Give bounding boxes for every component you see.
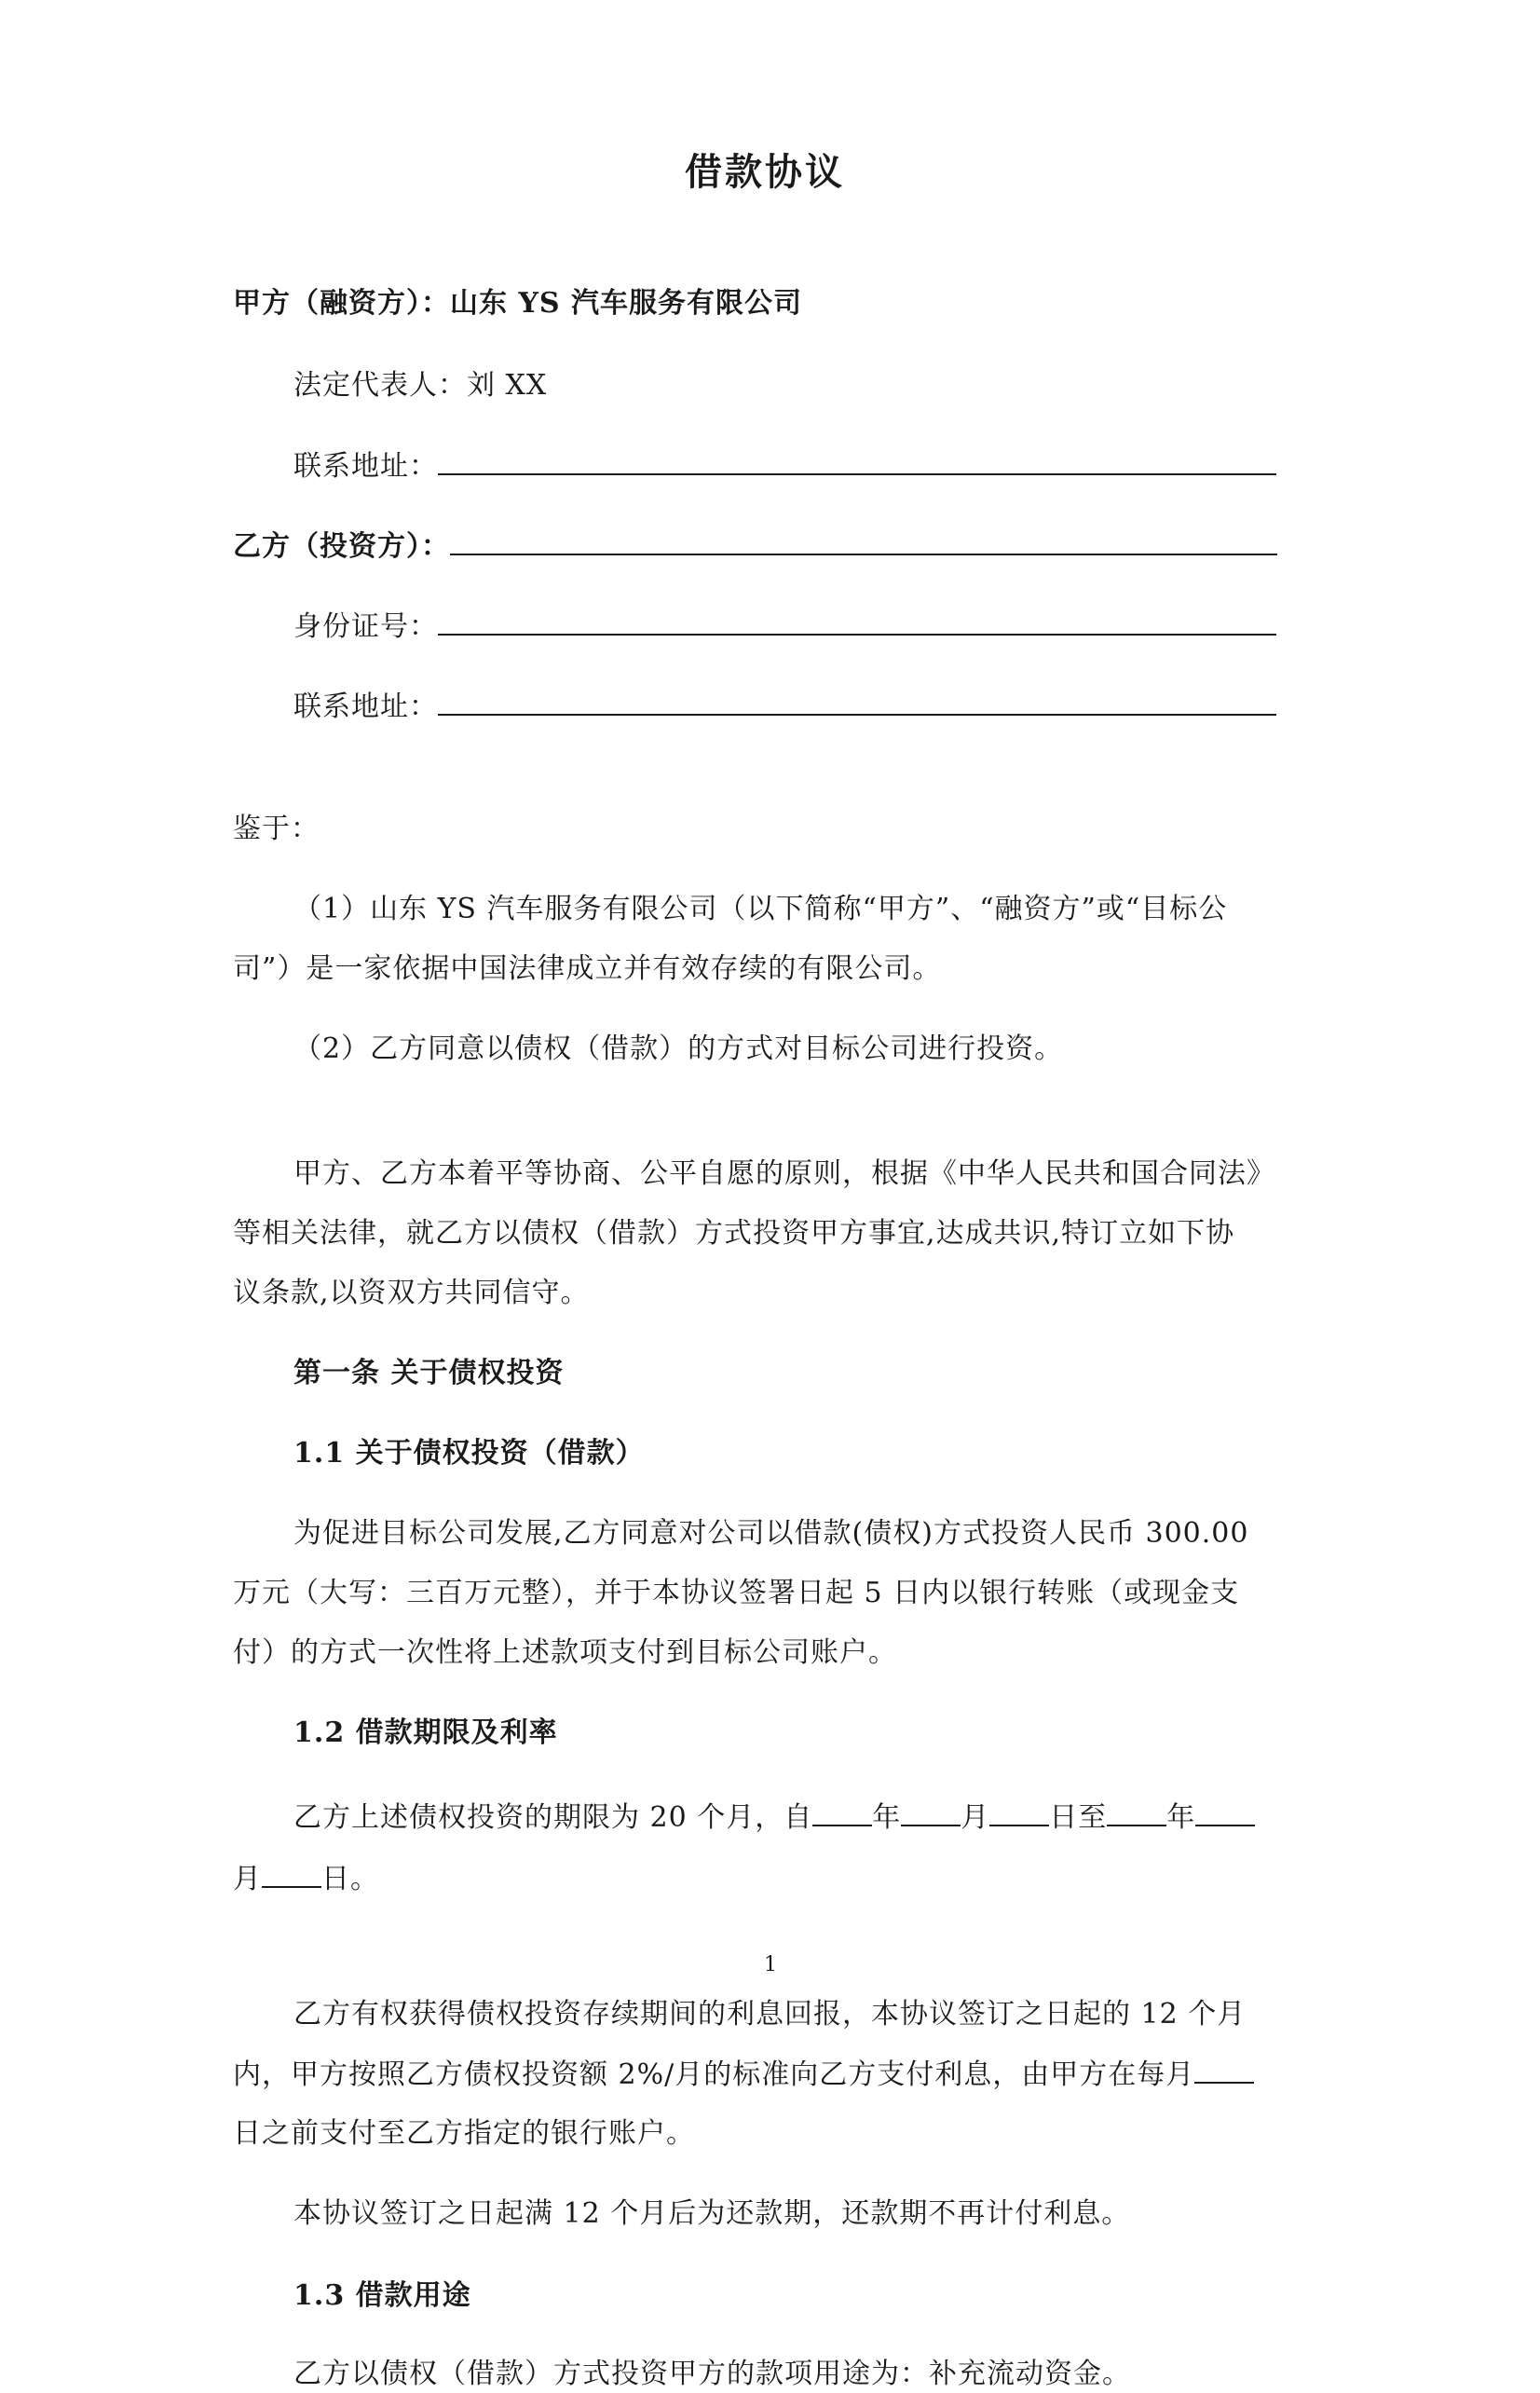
party-b-id-field[interactable] bbox=[438, 608, 1276, 636]
party-b-id-row bbox=[293, 608, 1276, 646]
section-1-3-heading: 1.3 借款用途 bbox=[293, 2279, 471, 2312]
whereas-heading: 鉴于： bbox=[233, 813, 320, 845]
end-year-label: 年 bbox=[1166, 1801, 1196, 1834]
page-number: 1 bbox=[764, 1953, 778, 1976]
whereas-item2: （2）乙方同意以债权（借款）的方式对目标公司进行投资。 bbox=[293, 1032, 1064, 1065]
party-a-address-label: 联系地址： bbox=[293, 450, 438, 483]
preamble-line2: 等相关法律，就乙方以债权（借款）方式投资甲方事宜,达成共识,特订立如下协 bbox=[233, 1217, 1235, 1250]
party-b-id-label: 身份证号： bbox=[293, 610, 438, 643]
party-b-address-field[interactable] bbox=[438, 688, 1276, 716]
end-month-label: 月 bbox=[233, 1863, 262, 1895]
party-a-address-field[interactable] bbox=[438, 447, 1276, 475]
section-1-3-line1: 乙方以债权（借款）方式投资甲方的款项用途为：补充流动资金。 bbox=[293, 2358, 1131, 2390]
party-b-address-row bbox=[293, 688, 1276, 726]
preamble-line1: 甲方、乙方本着平等协商、公平自愿的原则，根据《中华人民共和国合同法》 bbox=[293, 1157, 1275, 1190]
end-day-field[interactable] bbox=[262, 1860, 321, 1888]
party-b-address-label: 联系地址： bbox=[293, 691, 438, 723]
section-1-2-interest-line3: 日之前支付至乙方指定的银行账户。 bbox=[233, 2117, 695, 2150]
end-day-label: 日。 bbox=[321, 1863, 379, 1895]
month-label: 月 bbox=[961, 1801, 990, 1834]
party-a-address-row bbox=[293, 447, 1276, 485]
section-1-2-heading: 1.2 借款期限及利率 bbox=[293, 1716, 558, 1749]
document-title: 借款协议 bbox=[685, 150, 845, 194]
year-label: 年 bbox=[872, 1801, 902, 1834]
start-day-field[interactable] bbox=[989, 1798, 1049, 1826]
party-a-label: 甲方（融资方）：山东 YS 汽车服务有限公司 bbox=[233, 287, 802, 320]
interest-line2-text: 内，甲方按照乙方债权投资额 2%/月的标准向乙方支付利息，由甲方在每月 bbox=[233, 2058, 1195, 2091]
term-prefix: 乙方上述债权投资的期限为 20 个月，自 bbox=[293, 1801, 813, 1834]
section-1-1-line1: 为促进目标公司发展,乙方同意对公司以借款(债权)方式投资人民币 300.00 bbox=[293, 1517, 1249, 1550]
section-1-2-interest-line2 bbox=[233, 2056, 1254, 2094]
party-b-name-field[interactable] bbox=[450, 527, 1277, 555]
end-month-field[interactable] bbox=[1195, 1798, 1255, 1826]
section-1-1-line3: 付）的方式一次性将上述款项支付到目标公司账户。 bbox=[233, 1636, 897, 1669]
day-to-label: 日至 bbox=[1049, 1801, 1108, 1834]
party-b-row bbox=[233, 527, 1277, 566]
section-1-2-term-row bbox=[293, 1798, 1255, 1837]
article1-heading: 第一条 关于债权投资 bbox=[293, 1357, 565, 1389]
section-1-1-heading: 1.1 关于债权投资（借款） bbox=[293, 1437, 645, 1470]
whereas-item1-line2: 司”）是一家依据中国法律成立并有效存续的有限公司。 bbox=[233, 952, 942, 985]
section-1-2-repayment: 本协议签订之日起满 12 个月后为还款期，还款期不再计付利息。 bbox=[293, 2197, 1131, 2230]
end-year-field[interactable] bbox=[1107, 1798, 1166, 1826]
party-b-label: 乙方（投资方）： bbox=[233, 530, 450, 563]
whereas-item1-line1: （1）山东 YS 汽车服务有限公司（以下简称“甲方”、“融资方”或“目标公 bbox=[293, 893, 1228, 925]
section-1-1-line2: 万元（大写：三百万元整），并于本协议签署日起 5 日内以银行转账（或现金支 bbox=[233, 1577, 1240, 1609]
start-year-field[interactable] bbox=[812, 1798, 872, 1826]
payment-day-field[interactable] bbox=[1194, 2056, 1254, 2084]
section-1-2-term-row2 bbox=[233, 1860, 379, 1898]
preamble-line3: 议条款,以资双方共同信守。 bbox=[233, 1277, 590, 1309]
start-month-field[interactable] bbox=[901, 1798, 961, 1826]
section-1-2-interest-line1: 乙方有权获得债权投资存续期间的利息回报，本协议签订之日起的 12 个月 bbox=[293, 1998, 1247, 2031]
party-a-legal-rep: 法定代表人：刘 XX bbox=[293, 369, 548, 402]
